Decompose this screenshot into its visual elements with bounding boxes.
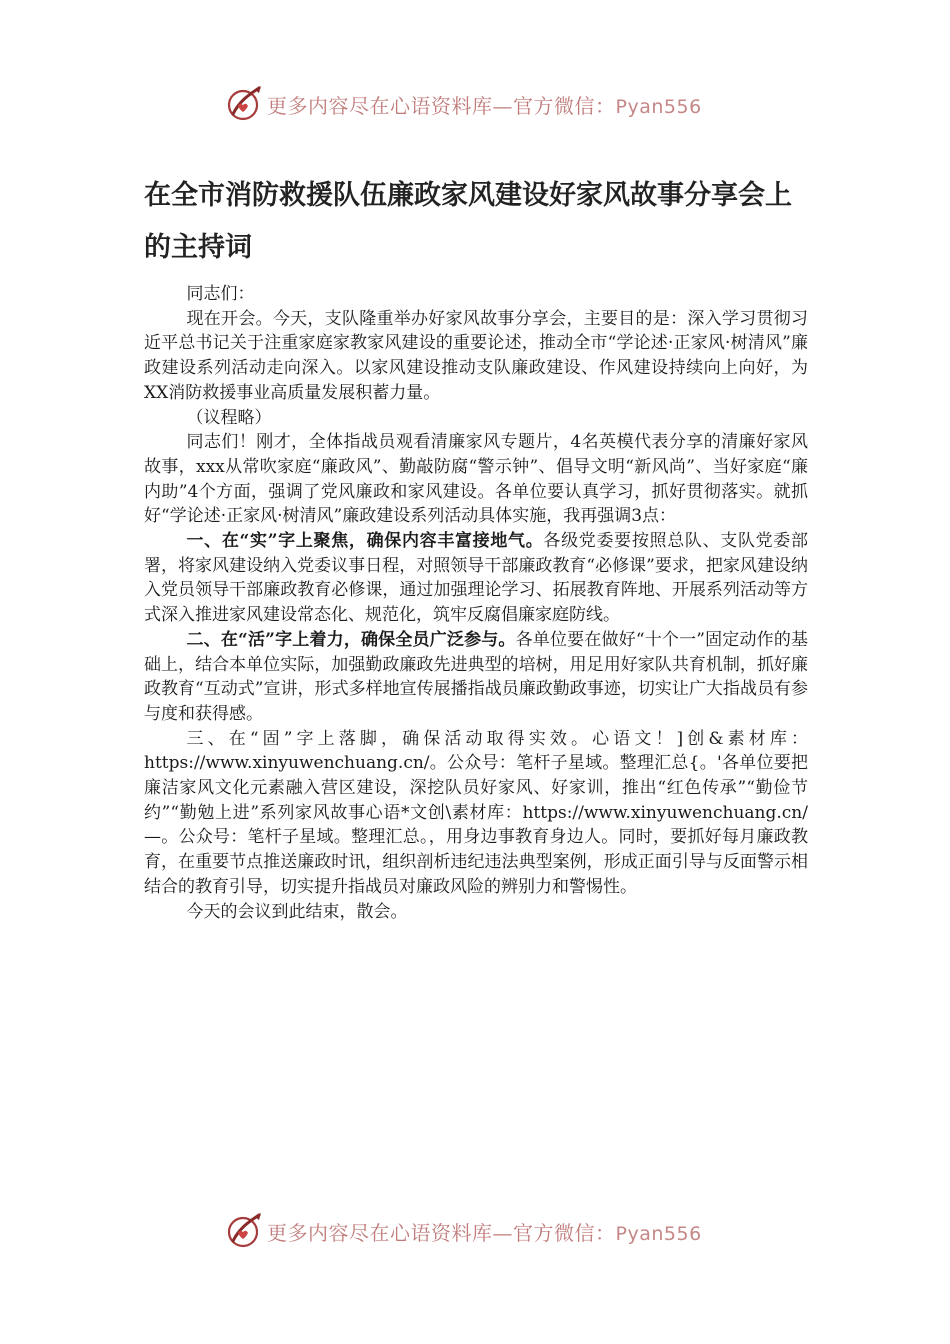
paragraph: 二、在“活”字上着力，确保全员广泛参与。各单位要在做好“十个一”固定动作的基础上，结合本单位实际，加强勤政廉政先进典型的培树，用足用好家队共育机制，抓好廉政教育“互动式”宣讲，形式多样地宣传展播指战员廉政勤政事迹，切实让广大指战员有参与度和获得感。 (144, 629, 808, 724)
paragraph: 现在开会。今天，支队隆重举办好家风故事分享会，主要目的是：深入学习贯彻习近平总书记关于注重家庭家教家风建设的重要论述，推动全市“学论述·正家风·树清风”廉政建设系列活动走向深入。以家风建设推动支队廉政建设、作风建设持续向上向好，为XX消防救援事业高质量发展积蓄力量。 (144, 308, 808, 403)
banner-text: 更多内容尽在心语资料库—官方微信：Pyan556 (267, 1220, 702, 1245)
paragraph: 今天的会议到此结束，散会。 (186, 901, 408, 922)
pen-heart-logo-icon (225, 1211, 265, 1251)
paragraph: 一、在“实”字上聚焦，确保内容丰富接地气。各级党委要按照总队、支队党委部署，将家风建设纳入党委议事日程，对照领导干部廉政教育“必修课”要求，把家风建设纳入党员领导干部廉政教育必修课，通过加强理论学习、拓展教育阵地、开展系列活动等方式深入推进家风建设常态化、规范化，筑牢反腐倡廉家庭防线。 (144, 531, 808, 626)
footer-banner (225, 1211, 745, 1251)
header-banner (225, 84, 745, 124)
section-heading: 二、在“活”字上着力，确保全员广泛参与。 (186, 629, 516, 650)
banner-text: 更多内容尽在心语资料库—官方微信：Pyan556 (267, 93, 702, 118)
paragraph: （议程略） (186, 407, 272, 428)
wechat-id: Pyan556 (615, 1222, 702, 1245)
section-heading: 一、在“实”字上聚焦，确保内容丰富接地气。 (186, 531, 544, 552)
wechat-id: Pyan556 (615, 95, 702, 118)
paragraph: 同志们： (186, 284, 255, 304)
paragraph: 三、在“固”字上落脚，确保活动取得实效。心语文！]创&素材库：https://www.xinyuwenchuang.cn/。公众号：笔杆子星域。整理汇总{。'各单位要把廉洁家风文化元素融入营区建设，深挖队员好家风、好家训，推出“红色传承”“勤俭节约”“勤勉上进”系列家风故事心语*文创\素材库：https://www.xinyuwenchuang.cn/—。公众号：笔杆子星域。整理汇总。，用身边事教育身边人。同时，要抓好每月廉政教育，在重要节点推送廉政时讯，组织剖析违纪违法典型案例，形成正面引导与反面警示相结合的教育引导，切实提升指战员对廉政风险的辨别力和警惕性。 (144, 728, 808, 897)
document-body (144, 282, 808, 924)
paragraph: 同志们！刚才，全体指战员观看清廉家风专题片，4名英模代表分享的清廉好家风故事，xxx从常吹家庭“廉政风”、勤敲防腐“警示钟”、倡导文明“新风尚”、当好家庭“廉内助”4个方面，强调了党风廉政和家风建设。各单位要认真学习，抓好贯彻落实。就抓好“学论述·正家风·树清风”廉政建设系列活动具体实施，我再强调3点： (144, 432, 808, 527)
pen-heart-logo-icon (225, 84, 265, 124)
document-title: 在全市消防救援队伍廉政家风建设好家风故事分享会上的主持词 (144, 180, 792, 263)
